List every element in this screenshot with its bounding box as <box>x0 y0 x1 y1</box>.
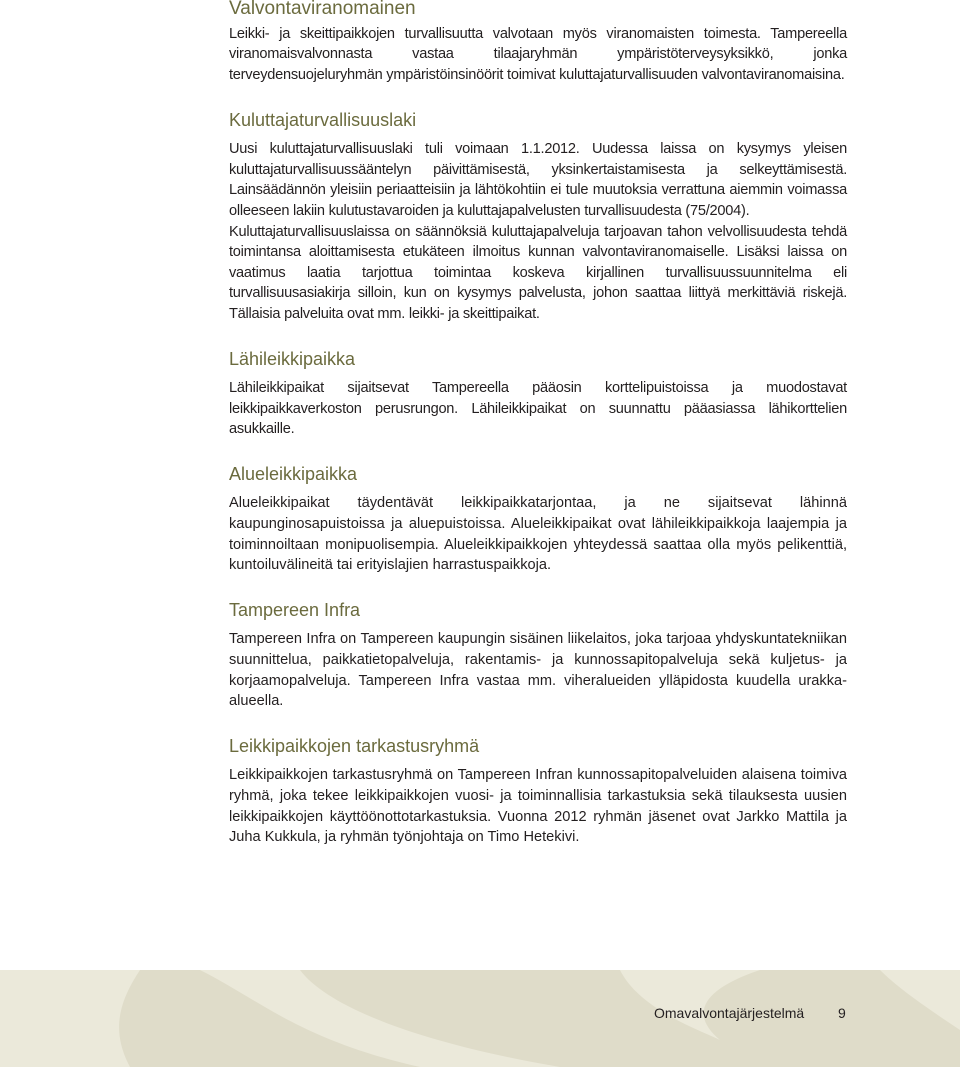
section-paragraph: Leikkipaikkojen tarkastusryhmä on Tampereen Infran kunnossapitopalveluiden alaisena toimiva ryhmä, joka tekee leikkipaikkojen vuosi- ja toiminnallisia tarkastuksia sekä tilauksesta uusien leikkipaikkojen käyttöönottotarkastuksia. Vuonna 2012 ryhmän jäsenet ovat Jarkko Mattila ja Juha Kukkula, ja ryhmän työnjohtaja on Timo Hetekivi. <box>229 767 847 846</box>
section-paragraph: Alueleikkipaikat täydentävät leikkipaikkatarjontaa, ja ne sijaitsevat lähinnä kaupunginosapuistoissa ja aluepuistoissa. Alueleikkipaikat ovat lähileikkipaikkoja laajempia ja toiminnoiltaan monipuolisempia. Alueleikkipaikkojen yhteydessä saattaa olla myös pelikenttiä, kuntoiluvälineitä tai erityislajien harrastuspaikkoja. <box>229 495 847 574</box>
section-kuluttajaturvallisuuslaki <box>229 110 847 325</box>
page-number: 9 <box>838 1005 846 1021</box>
section-tampereen-infra <box>229 600 847 712</box>
section-heading: Leikkipaikkojen tarkastusryhmä <box>229 735 480 756</box>
section-heading: Lähileikkipaikka <box>229 348 356 369</box>
section-paragraph: Leikki- ja skeittipaikkojen turvallisuutta valvotaan myös viranomaisten toimesta. Tampereella viranomaisvalvonnasta vastaa tilaajaryhmän ympäristöterveysyksikkö, jonka terveydensuojeluryhmän ympäristöinsinöörit toimivat kuluttajaturvallisuuden valvontaviranomaisina. <box>229 25 847 83</box>
section-paragraph: Kuluttajaturvallisuuslaissa on säännöksiä kuluttajapalveluja tarjoavan tahon velvollisuudesta tehdä toimintansa aloittamisesta etukäteen ilmoitus kunnan valvontaviranomaiselle. Lisäksi laissa on vaatimus laatia tarjottua toimintaa koskeva kirjallinen turvallisuussuunnitelma eli turvallisuusasiakirja silloin, kun on kysymys palvelusta, johon saattaa liittyä merkittäviä riskejä. Tällaisia palveluita ovat mm. leikki- ja skeittipaikat. <box>229 223 847 322</box>
section-paragraph: Uusi kuluttajaturvallisuuslaki tuli voimaan 1.1.2012. Uudessa laissa on kysymys yleisen kuluttajaturvallisuussääntelyn päivittämisestä, yksinkertaistamisesta ja selkeyttämisestä. Lainsäädännön yleisiin periaatteisiin ja lähtökohtiin ei tule muutoksia verrattuna aiemmin voimassa olleeseen lakiin kulutustavaroiden ja kuluttajapalvelusten turvallisuudesta (75/2004). <box>229 141 847 219</box>
section-alueleikkipaikka <box>229 464 847 576</box>
section-paragraph: Tampereen Infra on Tampereen kaupungin sisäinen liikelaitos, joka tarjoaa yhdyskuntatekniikan suunnittelua, paikkatietopalveluja, rakentamis- ja kunnossapitopalveluja sekä kuljetus- ja korjaamopalveluja. Tampereen Infra vastaa mm. viheralueiden ylläpidosta kuudella urakka-alueella. <box>229 631 847 710</box>
section-valvontaviranomainen <box>229 0 847 86</box>
footer-swirl-decoration <box>0 970 960 1067</box>
section-paragraph: Lähileikkipaikat sijaitsevat Tampereella pääosin korttelipuistoissa ja muodostavat leikkipaikkaverkoston perusrungon. Lähileikkipaikat on suunnattu pääasiassa lähikorttelien asukkaille. <box>229 380 847 438</box>
section-tarkastusryhma <box>229 736 847 848</box>
section-heading: Alueleikkipaikka <box>229 463 358 484</box>
document-body <box>229 0 847 848</box>
section-heading: Kuluttajaturvallisuuslaki <box>229 109 417 130</box>
footer-band <box>0 970 960 1067</box>
footer-document-title: Omavalvontajärjestelmä <box>654 1005 805 1021</box>
section-lahileikkipaikka <box>229 349 847 440</box>
section-heading: Valvontaviranomainen <box>229 0 416 19</box>
section-heading: Tampereen Infra <box>229 599 361 620</box>
